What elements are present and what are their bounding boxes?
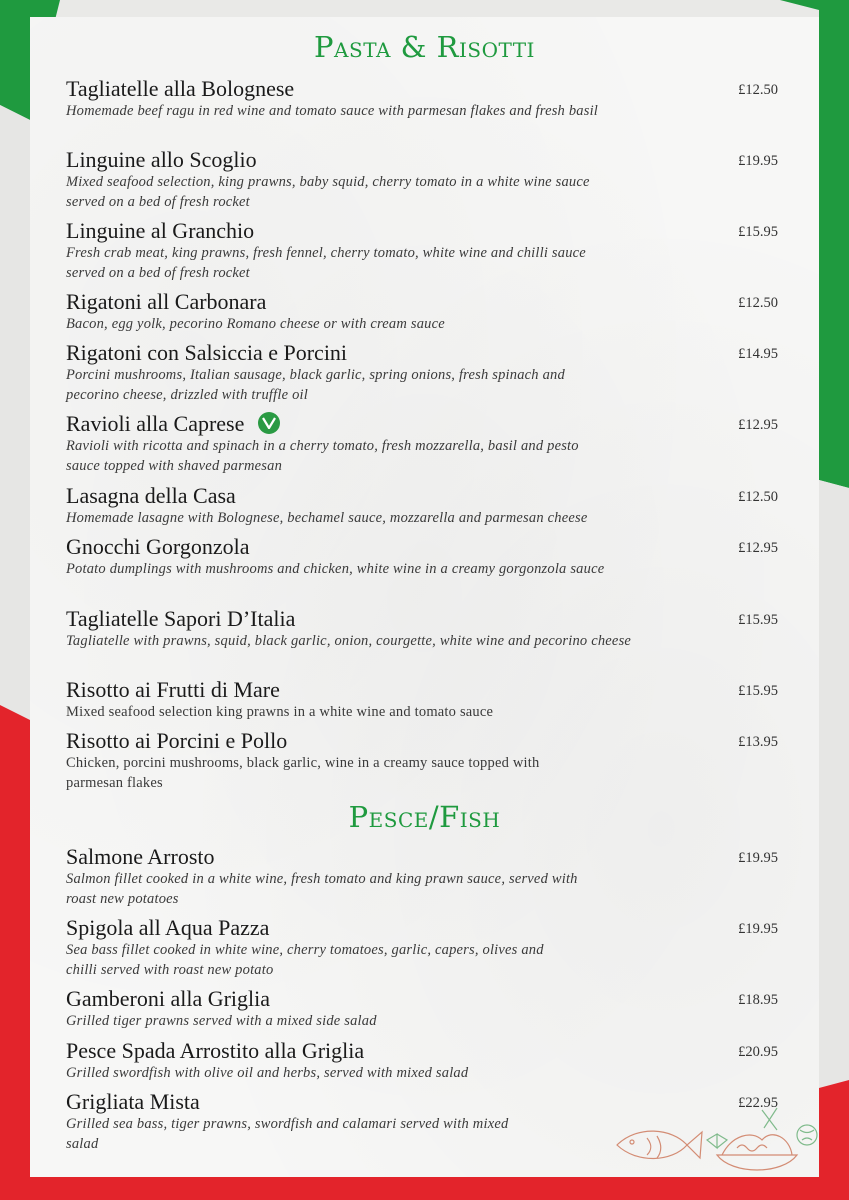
item-name-text: Grigliata Mista [66, 1089, 200, 1114]
item-price: £12.50 [738, 295, 778, 311]
item-price: £18.95 [738, 992, 778, 1008]
item-name [66, 484, 786, 508]
item-name-text: Gnocchi Gorgonzola [66, 534, 250, 559]
menu-item [66, 484, 786, 528]
item-name-text: Linguine allo Scoglio [66, 147, 257, 172]
item-name [66, 148, 786, 172]
menu-item [66, 148, 786, 212]
pasta-heading: Pasta & Risotti [314, 30, 535, 64]
item-name [66, 729, 786, 753]
menu-item [66, 729, 786, 793]
item-price: £12.50 [738, 82, 778, 98]
item-price: £19.95 [738, 921, 778, 937]
menu-item [66, 412, 786, 476]
menu-item [66, 219, 786, 283]
item-description: Grilled tiger prawns served with a mixed side salad [66, 1013, 377, 1029]
item-description: Homemade lasagne with Bolognese, bechamel sauce, mozzarella and parmesan cheese [66, 510, 588, 526]
item-name-text: Spigola all Aqua Pazza [66, 915, 270, 940]
item-name [66, 219, 786, 243]
menu-item [66, 987, 786, 1031]
item-description: Chicken, porcini mushrooms, black garlic, wine in a creamy sauce topped with parmesan flakes [66, 755, 540, 791]
item-price: £15.95 [738, 683, 778, 699]
item-name-text: Pesce Spada Arrostito alla Griglia [66, 1038, 365, 1063]
item-name-text: Risotto ai Frutti di Mare [66, 677, 280, 702]
menu-item [66, 77, 786, 121]
item-name [66, 290, 786, 314]
item-price: £15.95 [738, 612, 778, 628]
flag-white-left [0, 105, 30, 720]
menu-item [66, 535, 786, 579]
item-name-text: Rigatoni con Salsiccia e Porcini [66, 340, 348, 365]
item-name [66, 916, 786, 940]
item-price: £12.95 [738, 540, 778, 556]
menu-item [66, 678, 786, 722]
item-name [66, 678, 786, 702]
menu-item [66, 341, 786, 405]
item-description: Sea bass fillet cooked in white wine, cherry tomatoes, garlic, capers, olives and chilli served with roast new potato [66, 942, 544, 978]
item-name-text: Tagliatelle Sapori D’Italia [66, 606, 296, 631]
item-name [66, 987, 786, 1011]
menu-item [66, 916, 786, 980]
item-name [66, 1039, 786, 1063]
item-name [66, 535, 786, 559]
item-name [66, 412, 786, 436]
item-name-text: Tagliatelle alla Bolognese [66, 76, 295, 101]
menu-item [66, 607, 786, 651]
item-name-text: Salmone Arrosto [66, 844, 215, 869]
item-price: £19.95 [738, 153, 778, 169]
item-price: £13.95 [738, 734, 778, 750]
fish-heading: Pesce/Fish [348, 800, 501, 834]
item-name-text: Rigatoni all Carbonara [66, 289, 267, 314]
item-price: £12.50 [738, 489, 778, 505]
item-price: £20.95 [738, 1044, 778, 1060]
item-name [66, 845, 786, 869]
item-description: Homemade beef ragu in red wine and tomato sauce with parmesan flakes and fresh basil [66, 103, 599, 119]
item-description: Fresh crab meat, king prawns, fresh fennel, cherry tomato, white wine and chilli sauce served on a bed of fresh rocket [66, 245, 586, 281]
item-description: Potato dumplings with mushrooms and chicken, white wine in a creamy gorgonzola sauce [66, 561, 605, 577]
item-description: Tagliatelle with prawns, squid, black garlic, onion, courgette, white wine and pecorino cheese [66, 633, 632, 649]
item-name [66, 341, 786, 365]
flag-red-bottom-left [0, 705, 30, 1200]
item-name-text: Gamberoni alla Griglia [66, 986, 271, 1011]
item-price: £14.95 [738, 346, 778, 362]
item-name-text: Risotto ai Porcini e Pollo [66, 728, 288, 753]
menu-item [66, 290, 786, 334]
item-description: Mixed seafood selection, king prawns, baby squid, cherry tomato in a white wine sauce served on a bed of fresh rocket [66, 174, 590, 210]
item-description: Salmon fillet cooked in a white wine, fresh tomato and king prawn sauce, served with roast new potatoes [66, 871, 578, 907]
item-description: Bacon, egg yolk, pecorino Romano cheese or with cream sauce [66, 316, 445, 332]
item-name-text: Ravioli alla Caprese [66, 411, 245, 436]
item-description: Porcini mushrooms, Italian sausage, black garlic, spring onions, fresh spinach and pecorino cheese, drizzled with truffle oil [66, 367, 565, 403]
item-price: £22.95 [738, 1095, 778, 1111]
item-description: Mixed seafood selection king prawns in a white wine and tomato sauce [66, 704, 494, 720]
item-name-text: Linguine al Granchio [66, 218, 255, 243]
item-price: £19.95 [738, 850, 778, 866]
menu-item [66, 845, 786, 909]
item-description: Grilled swordfish with olive oil and herbs, served with mixed salad [66, 1065, 469, 1081]
menu-item [66, 1039, 786, 1083]
flag-red-bottom [0, 1177, 849, 1200]
item-price: £12.95 [738, 417, 778, 433]
food-sketch-icon [612, 1100, 822, 1180]
flag-white-right [819, 480, 849, 1088]
item-description: Grilled sea bass, tiger prawns, swordfish and calamari served with mixed salad [66, 1116, 509, 1152]
vegetarian-icon [258, 412, 280, 434]
item-name [66, 607, 786, 631]
item-name [66, 77, 786, 101]
item-name-text: Lasagna della Casa [66, 483, 236, 508]
item-description: Ravioli with ricotta and spinach in a cherry tomato, fresh mozzarella, basil and pesto sauce topped with shaved parmesan [66, 438, 579, 474]
item-price: £15.95 [738, 224, 778, 240]
